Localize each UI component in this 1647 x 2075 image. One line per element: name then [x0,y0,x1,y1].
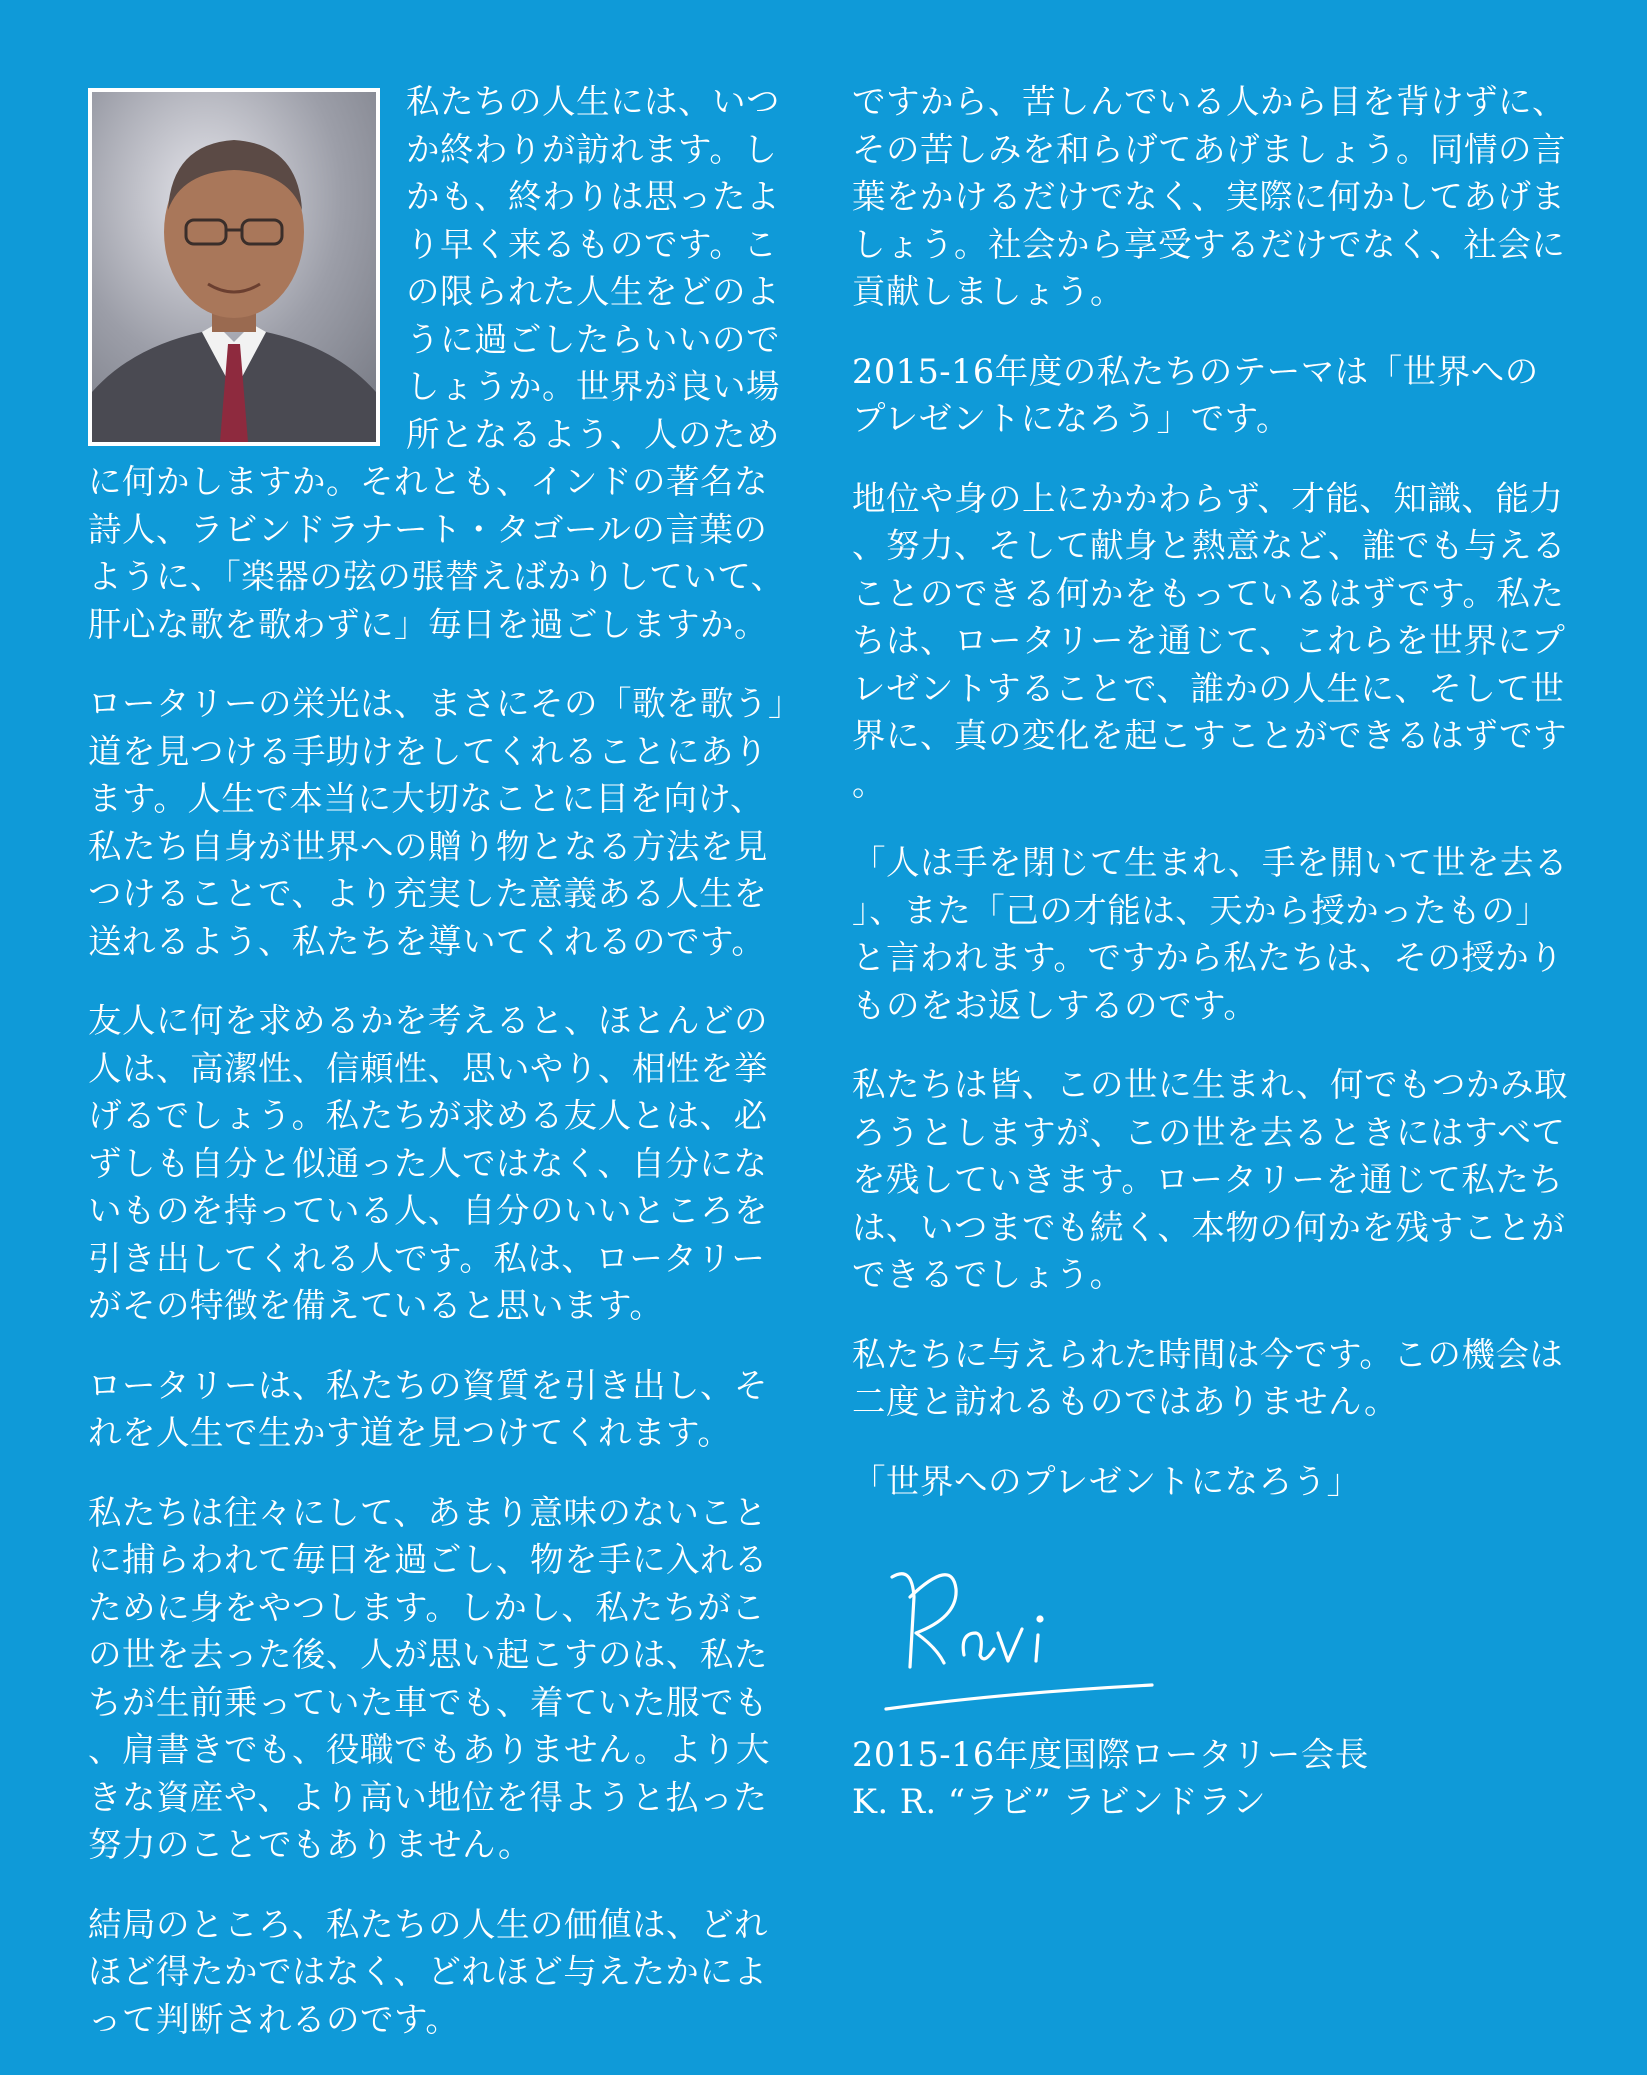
paragraph-left-3: 友人に何を求めるかを考えると、ほとんどの人は、高潔性、信頼性、思いやり、相性を挙げるでしょう。私たちが求める友人とは、必ずしも自分と似通った人ではなく、自分にないものを持っている人、自分のいいところを引き出してくれる人です。私は、ロータリーがその特徴を備えていると思います。 [88,1001,768,1325]
signer-block [852,1731,1572,1825]
paragraph-left-4: ロータリーは、私たちの資質を引き出し、それを人生で生かす道を見つけてくれます。 [88,1365,768,1452]
paragraph-right-3: 地位や身の上にかかわらず、才能、知識、能力、努力、そして献身と熱意など、誰でも与えることのできる何かをもっているはずです。私たちは、ロータリーを通じて、これらを世界にプレゼントすることで、誰かの人生に、そして世界に、真の変化を起こすことができるはずです。 [852,478,1568,803]
left-column [88,78,796,2075]
signer-name: K. R. “ラビ” ラビンドラン [852,1782,1267,1821]
paragraph-right-7: 「世界へのプレゼントになろう」 [852,1461,1361,1501]
paragraph-left-5: 私たちは往々にして、あまり意味のないことに捕らわれて毎日を過ごし、物を手に入れるために身をやつします。しかし、私たちがこの世を去った後、人が思い起こすのは、私たちが生前乗っていた車でも、着ていた服でも、肩書きでも、役職でもありません。より大きな資産や、より高い地位を得ようと払った努力のことでもありません。 [88,1492,771,1864]
paragraph-left-2: ロータリーの栄光は、まさにその「歌を歌う」道を見つける手助けをしてくれることにあります。人生で本当に大切なことに目を向け、私たち自身が世界への贈り物となる方法を見つけることで、より充実した意義ある人生を送れるよう、私たちを導いてくれるのです。 [88,684,786,961]
paragraph-left-1: 私たちの人生には、いつか終わりが訪れます。しかも、終わりは思ったより早く来るものです。この限られた人生をどのように過ごしたらいいのでしょうか。世界が良い場所となるよう、人のために何かしますか。それとも、インドの著名な詩人、ラビンドラナート・タゴールの言葉のように、「楽器の弦の張替えばかりしていて、肝心な歌を歌わずに」毎日を過ごしますか。 [88,82,785,644]
paragraph-right-5: 私たちは皆、この世に生まれ、何でもつかみ取ろうとしますが、この世を去るときにはすべてを残していきます。ロータリーを通じて私たちは、いつまでも続く、本物の何かを残すことができるでしょう。 [852,1065,1569,1294]
paragraph-left-6: 結局のところ、私たちの人生の価値は、どれほど得たかではなく、どれほど与えたかによって判断されるのです。 [88,1904,768,2039]
portrait-photo-icon [88,88,380,446]
paragraph-right-1: ですから、苦しんでいる人から目を背けずに、その苦しみを和らげてあげましょう。同情の言葉をかけるだけでなく、実際に何かしてあげましょう。社会から享受するだけでなく、社会に貢献しましょう。 [852,82,1566,311]
right-column [852,78,1572,1825]
paragraph-right-2: 2015-16年度の私たちのテーマは「世界へのプレゼントになろう」です。 [852,351,1539,438]
paragraph-right-6: 私たちに与えられた時間は今です。この機会は二度と訪れるものではありません。 [852,1334,1564,1421]
paragraph-right-4: 「人は手を閉じて生まれ、手を開いて世を去る」、また「己の才能は、天から授かったもの」と言われます。ですから私たちは、その授かりものをお返しするのです。 [852,843,1569,1025]
signer-title: 2015-16年度国際ロータリー会長 [852,1735,1369,1774]
handwritten-signature-icon [852,1537,1572,1727]
